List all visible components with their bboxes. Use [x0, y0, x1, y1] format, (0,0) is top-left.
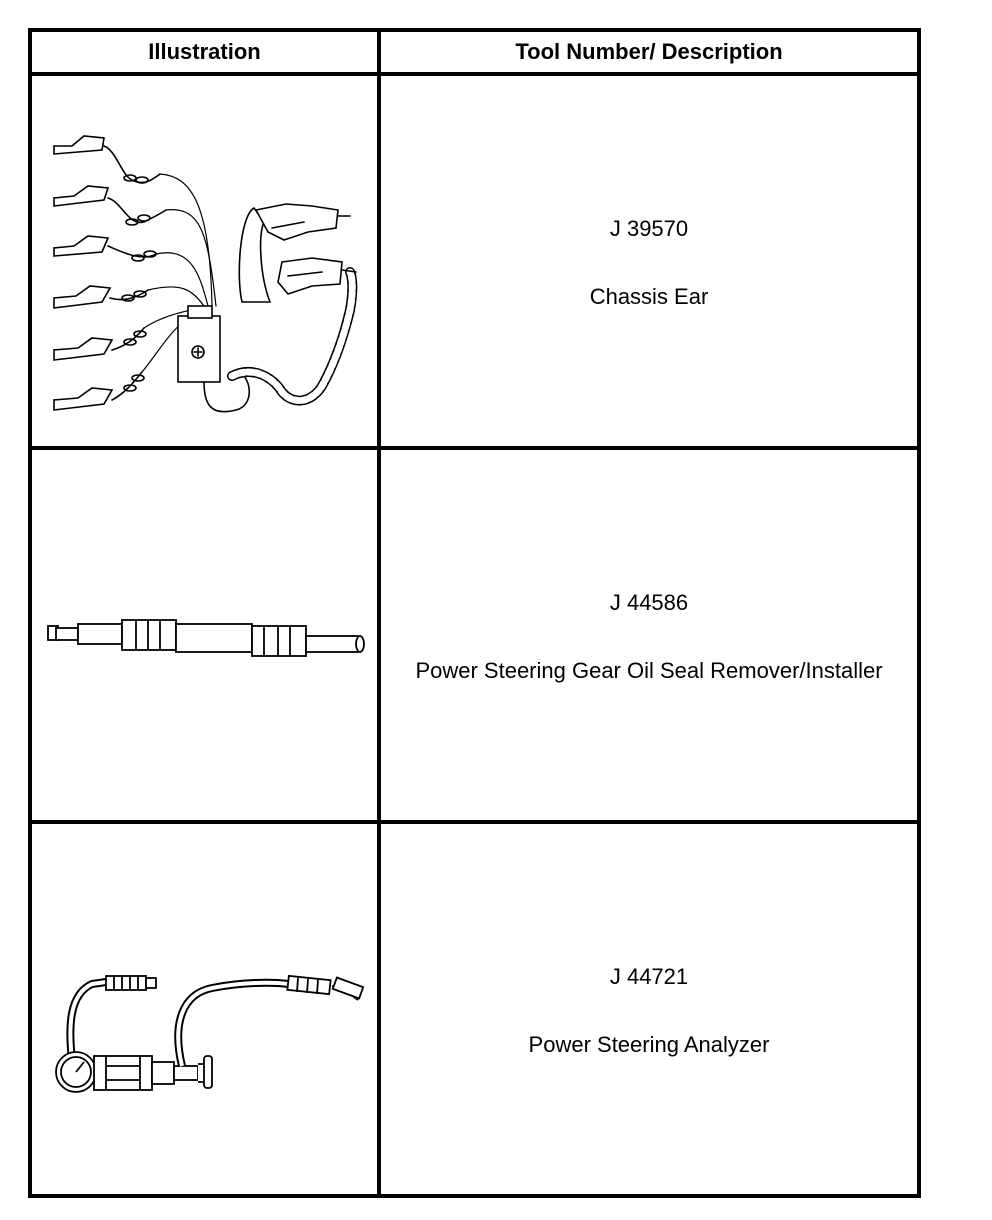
description-cell: [381, 76, 917, 446]
description-cell: [381, 824, 917, 1194]
tool-number: J 44586: [609, 590, 689, 615]
header-illustration: Illustration: [148, 39, 261, 64]
illustration-cell: [32, 76, 377, 446]
table-row: [32, 450, 917, 824]
tool-description: Power Steering Analyzer: [528, 1032, 770, 1057]
table-row: [32, 824, 917, 1194]
tool-description: Power Steering Gear Oil Seal Remover/Installer: [415, 658, 883, 683]
pressure-gauge-hose-icon: [32, 824, 377, 1194]
illustration-cell: [32, 824, 377, 1194]
tool-table: [28, 28, 921, 1198]
illustration-cell: [32, 450, 377, 820]
tool-number: J 39570: [609, 216, 689, 241]
tool-description: Chassis Ear: [589, 284, 709, 309]
column-divider: [377, 32, 381, 1194]
seal-remover-rod-icon: [32, 450, 377, 824]
header-tool-description: Tool Number/ Description: [515, 39, 783, 64]
tool-number: J 44721: [609, 964, 689, 989]
chassis-ear-leads-icon: [32, 76, 377, 450]
table-row: [32, 76, 917, 450]
table-header: [32, 32, 917, 76]
description-cell: [381, 450, 917, 820]
